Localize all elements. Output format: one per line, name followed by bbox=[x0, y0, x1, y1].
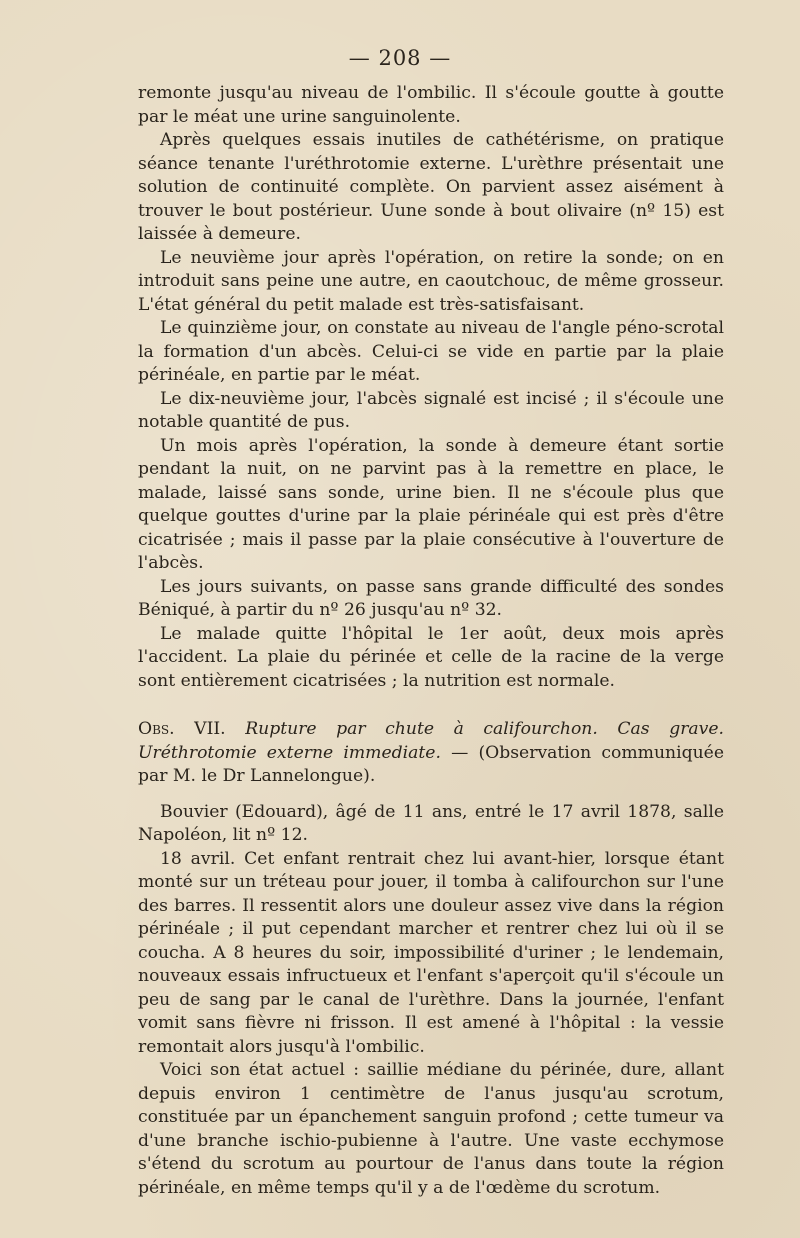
paragraph: Les jours suivants, on passe sans grande difficulté des sondes Béniqué, à partir du nº 26 jusqu'au nº 32. bbox=[138, 576, 724, 620]
observation-label: Obs. VII. bbox=[138, 719, 226, 739]
observation-source: — (Observation communiquée par M. le Dr Lannelongue). bbox=[138, 742, 725, 786]
spacer bbox=[138, 789, 724, 801]
paragraph: Le malade quitte l'hôpital le 1er août, deux mois après l'accident. La plaie du périnée et celle de la racine de la verge sont entièrement cicatrisées ; la nutrition est normale. bbox=[138, 623, 724, 691]
paragraph: Le neuvième jour après l'opération, on retire la sonde; on en introduit sans peine une autre, en caoutchouc, de même grosseur. L'état général du petit malade est très-satisfaisant. bbox=[138, 247, 724, 315]
case-paragraph: Voici son état actuel : saillie médiane du périnée, dure, allant depuis environ 1 centimètre de l'anus jusqu'au scrotum, constituée par un épanchement sanguin profond ; cette tumeur va d'une branche ischio-pubienne à l'autre. Une vaste ecchymose s'étend du scrotum au pourtour de l'anus dans toute la région périnéale, en même temps qu'il y a de l'œdème du scrotum. bbox=[138, 1060, 724, 1198]
body-text bbox=[138, 82, 724, 1200]
paragraph: Le dix-neuvième jour, l'abcès signalé est incisé ; il s'écoule une notable quantité de pus. bbox=[138, 388, 724, 432]
page-number: — 208 — bbox=[348, 46, 452, 70]
case-paragraph: Bouvier (Edouard), âgé de 11 ans, entré le 17 avril 1878, salle Napoléon, lit nº 12. bbox=[138, 801, 724, 845]
paragraph: Le quinzième jour, on constate au niveau de l'angle péno-scrotal la formation d'un abcès. Celui-ci se vide en partie par la plaie périnéale, en partie par le méat. bbox=[138, 318, 724, 385]
paragraph: Un mois après l'opération, la sonde à demeure étant sortie pendant la nuit, on ne parvint pas à la remettre en place, le malade, laissé sans sonde, urine bien. Il ne s'écoule plus que quelque gouttes d'urine par la plaie périnéale qui est près d'être cicatrisée ; mais il passe par la plaie consécutive à l'ouverture de l'abcès. bbox=[138, 435, 724, 573]
case-paragraph: 18 avril. Cet enfant rentrait chez lui avant-hier, lorsque étant monté sur un tréteau pour jouer, il tomba à califourchon sur l'une des barres. Il ressentit alors une douleur assez vive dans la région périnéale ; il put cependant marcher et rentrer chez lui où il se coucha. A 8 heures du soir, impossibilité d'uriner ; le lendemain, nouveaux essais infructueux et l'enfant s'aperçoit qu'il s'écoule un peu de sang par le canal de l'urèthre. Dans la journée, l'enfant vomit sans fièvre ni frisson. Il est amené à l'hôpital : la vessie remontait alors jusqu'à l'ombilic. bbox=[138, 848, 724, 1057]
observation-title: Rupture par chute à califourchon. Cas grave. Uréthrotomie externe immediate. bbox=[138, 719, 725, 763]
paragraph: Après quelques essais inutiles de cathétérisme, on pratique séance tenante l'uréthrotomie externe. L'urèthre présentait une solution de continuité complète. On parvient assez aisément à trouver le bout postérieur. Uune sonde à bout olivaire (nº 15) est laissée à demeure. bbox=[138, 130, 724, 244]
paragraph: remonte jusqu'au niveau de l'ombilic. Il s'écoule goutte à goutte par le méat une urine sanguinolente. bbox=[138, 83, 724, 127]
observation-heading bbox=[138, 718, 724, 789]
